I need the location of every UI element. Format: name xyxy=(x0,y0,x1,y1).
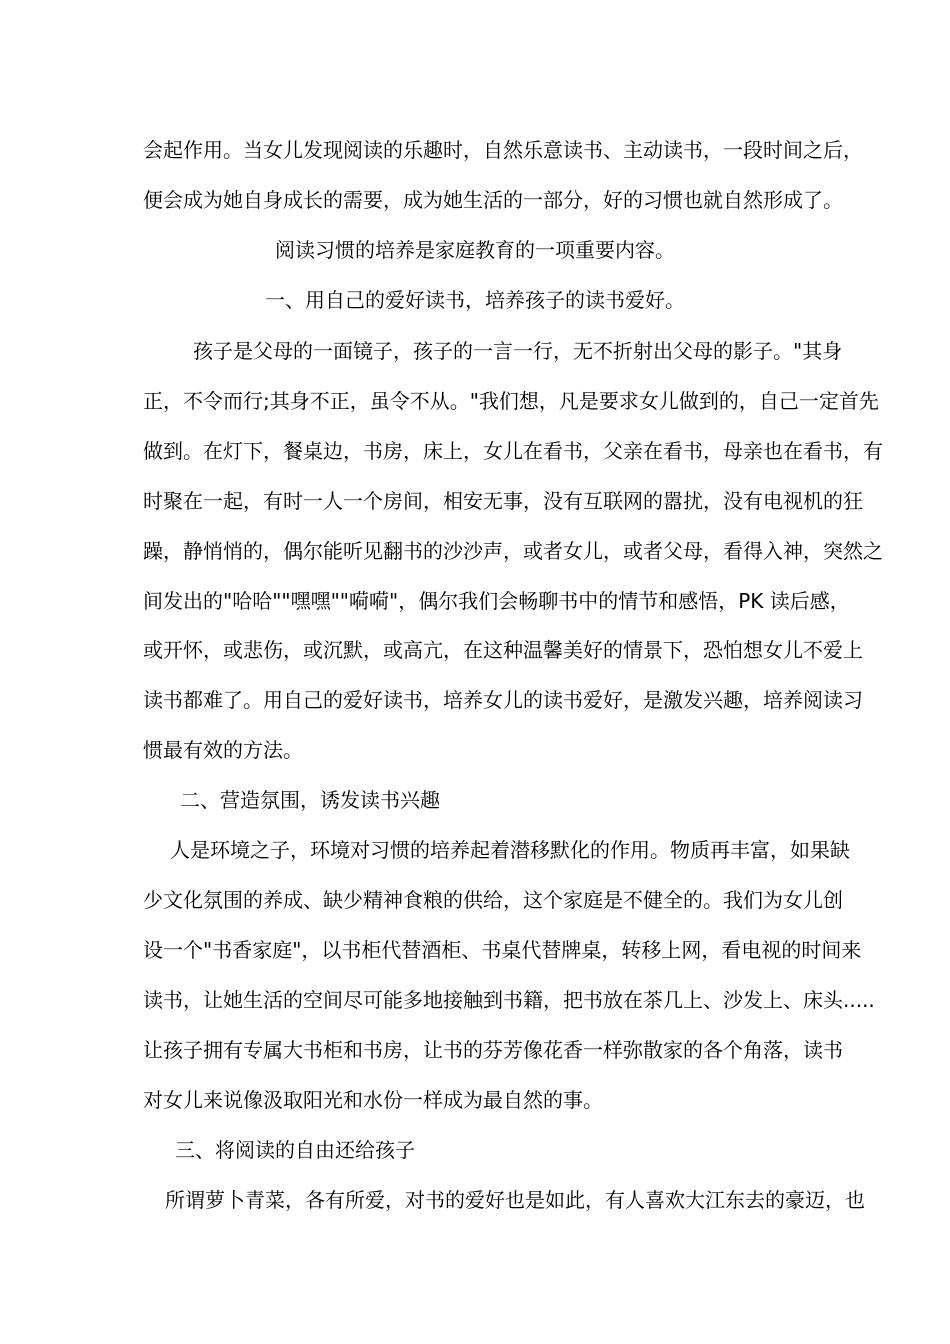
paragraph-line: 便会成为她自身成长的需要，成为她生活的一部分，好的习惯也就自然形成了。 xyxy=(143,188,843,212)
paragraph-line: 时聚在一起，有时一人一个房间，相安无事，没有互联网的嚣扰，没有电视机的狂 xyxy=(143,489,863,513)
paragraph-line: 让孩子拥有专属大书柜和书房，让书的芬芳像花香一样弥散家的各个角落，读书 xyxy=(143,1038,843,1062)
paragraph-line: 所谓萝卜青菜，各有所爱，对书的爱好也是如此，有人喜欢大江东去的豪迈，也 xyxy=(165,1188,865,1212)
section-heading-1: 一、用自己的爱好读书，培养孩子的读书爱好。 xyxy=(265,288,685,312)
section-heading-3: 三、将阅读的自由还给孩子 xyxy=(175,1138,415,1162)
paragraph-line: 做到。在灯下，餐桌边，书房，床上，女儿在看书，父亲在看书，母亲也在看书，有 xyxy=(143,439,883,463)
paragraph-line: 读书都难了。用自己的爱好读书，培养女儿的读书爱好，是激发兴趣，培养阅读习 xyxy=(143,688,863,712)
paragraph-line: 人是环境之子，环境对习惯的培养起着潜移默化的作用。物质再丰富，如果缺 xyxy=(170,838,850,862)
paragraph-line: 躁，静悄悄的，偶尔能听见翻书的沙沙声，或者女儿，或者父母，看得入神，突然之 xyxy=(143,539,883,563)
section-heading-2: 二、营造氛围，诱发读书兴趣 xyxy=(180,788,440,812)
paragraph-line: 设一个"书香家庭"，以书柜代替酒柜、书桌代替牌桌，转移上网，看电视的时间来 xyxy=(143,938,862,962)
paragraph-line: 会起作用。当女儿发现阅读的乐趣时，自然乐意读书、主动读书，一段时间之后， xyxy=(143,138,863,162)
paragraph-line: 孩子是父母的一面镜子，孩子的一言一行，无不折射出父母的影子。"其身 xyxy=(193,339,843,363)
centered-line: 阅读习惯的培养是家庭教育的一项重要内容。 xyxy=(275,238,675,262)
paragraph-line: 对女儿来说像汲取阳光和水份一样成为最自然的事。 xyxy=(143,1088,603,1112)
paragraph-line: 间发出的"哈哈""嘿嘿""嗬嗬"，偶尔我们会畅聊书中的情节和感悟，PK 读后感， xyxy=(143,589,850,613)
paragraph-line: 惯最有效的方法。 xyxy=(143,738,303,762)
paragraph-line: 或开怀，或悲伤，或沉默，或高亢，在这种温馨美好的情景下，恐怕想女儿不爱上 xyxy=(143,638,863,662)
paragraph-line: 正，不令而行;其身不正，虽令不从。"我们想，凡是要求女儿做到的，自己一定首先 xyxy=(143,389,879,413)
paragraph-line: 少文化氛围的养成、缺少精神食粮的供给，这个家庭是不健全的。我们为女儿创 xyxy=(143,888,843,912)
paragraph-line: 读书，让她生活的空间尽可能多地接触到书籍，把书放在茶几上、沙发上、床头..... xyxy=(143,988,875,1012)
